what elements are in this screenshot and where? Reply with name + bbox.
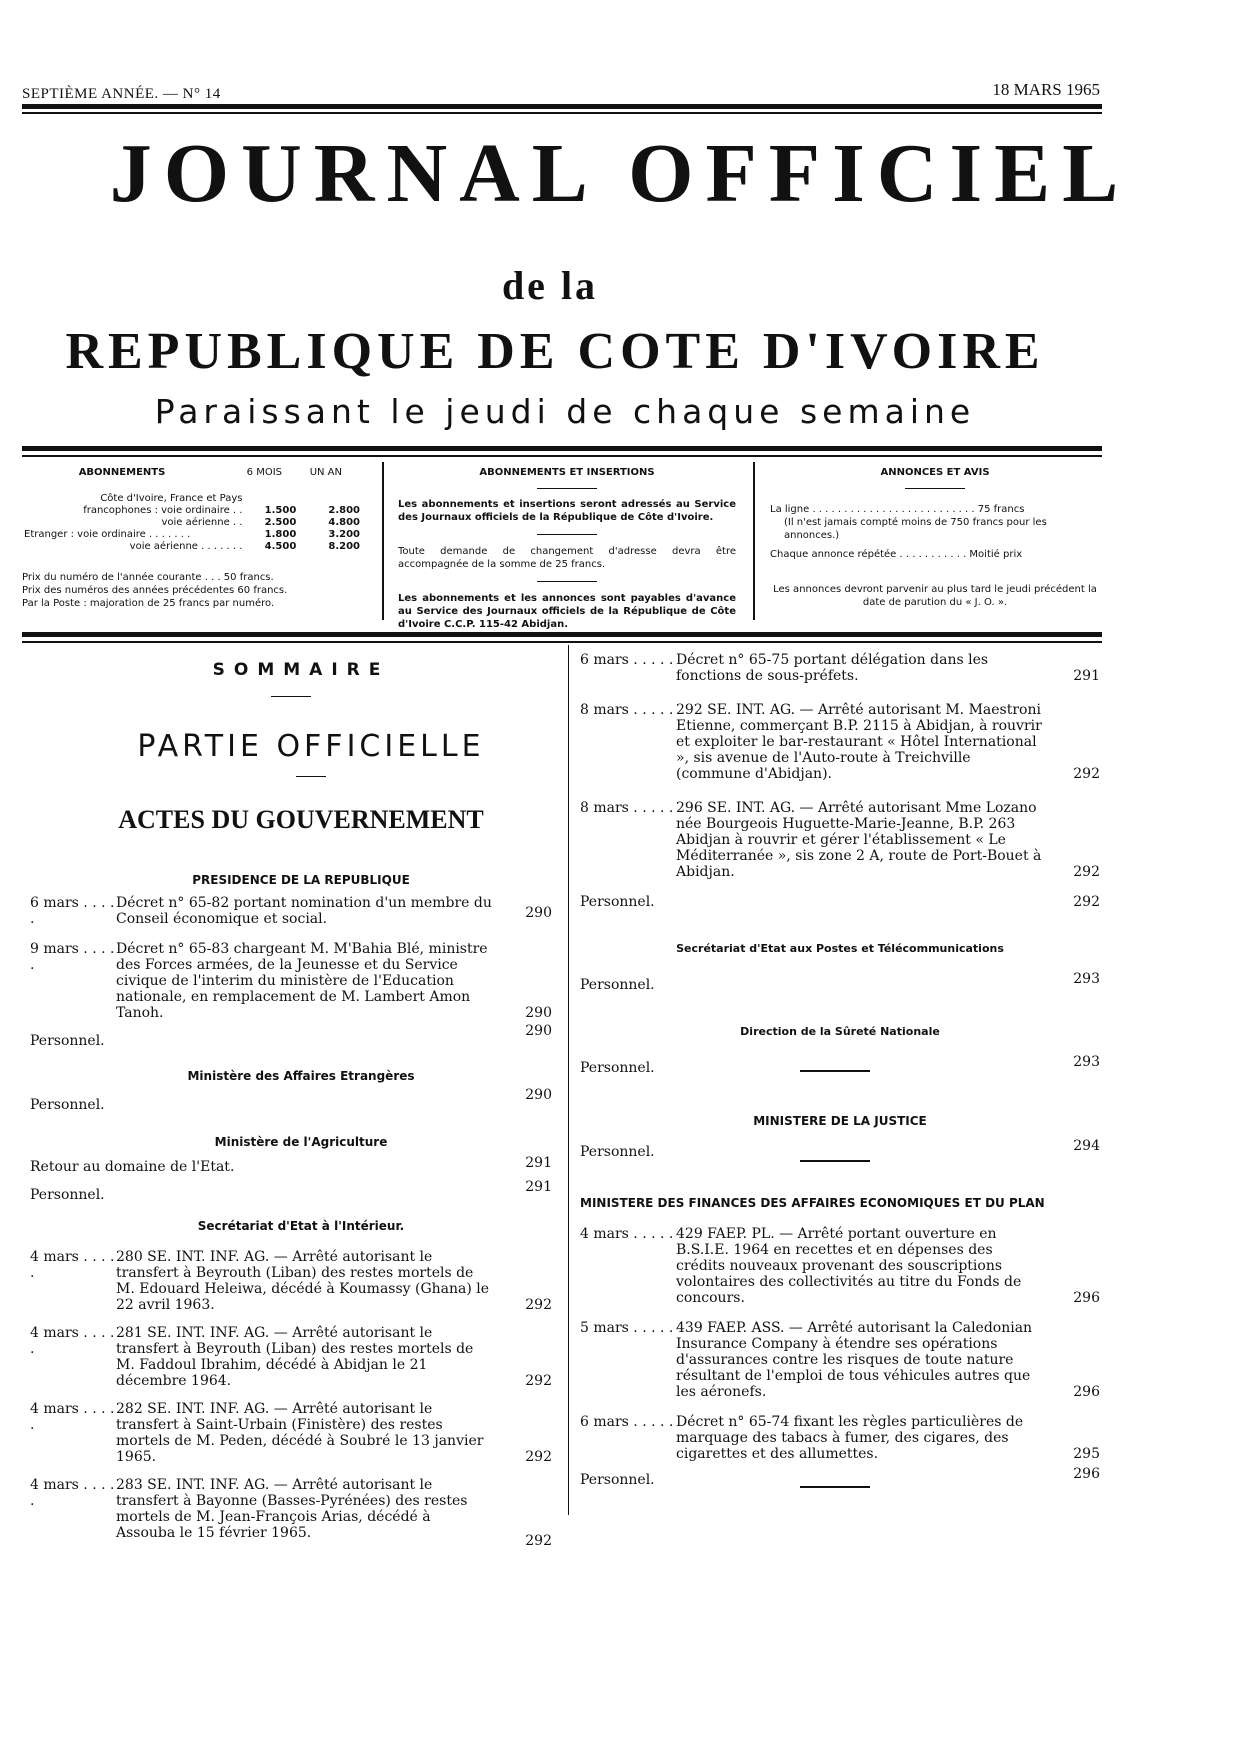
page-number: 295 xyxy=(1073,1446,1100,1462)
page-number: 291 xyxy=(1073,668,1100,684)
entry-text: Personnel. xyxy=(30,1097,105,1113)
page-number: 293 xyxy=(1073,1054,1100,1070)
annonces-repetee: Chaque annonce répétée . . . . . . . . . . . Moitié prix xyxy=(770,549,1023,560)
rate-label: francophones : voie ordinaire . . xyxy=(83,505,243,516)
divider xyxy=(537,488,597,489)
section-finances: MINISTERE DES FINANCES DES AFFAIRES ECONOMIQUES ET DU PLAN xyxy=(580,1196,1045,1210)
sommaire-entry xyxy=(580,1466,1100,1488)
masthead-rule-thin xyxy=(22,455,1102,457)
sommaire-entry xyxy=(580,1226,1100,1306)
entry-text: 429 FAEP. PL. — Arrêté portant ouverture en B.S.I.E. 1964 en recettes et en dépenses des crédits nouveaux provenant des souscriptions volontaires des collectivités au titre du Fonds de concours. xyxy=(676,1226,1022,1306)
page-number: 296 xyxy=(1073,1290,1100,1306)
annonces-box xyxy=(770,466,1100,609)
rate-value: 4.500 xyxy=(264,541,297,552)
rate-value: 4.800 xyxy=(328,517,360,528)
boxes-rule-thin xyxy=(22,641,1102,643)
abonnements-box xyxy=(22,466,362,610)
entry-text: Personnel. xyxy=(580,1472,655,1488)
entry-text: 280 SE. INT. INF. AG. — Arrêté autorisant le transfert à Beyrouth (Liban) des restes mortels de M. Edouard Heleiwa, décédé à Koumassy (Ghana) le 22 avril 1963. xyxy=(116,1249,490,1313)
page-number: 292 xyxy=(525,1449,552,1465)
section-postes: Secrétariat d'Etat aux Postes et Télécommunications xyxy=(676,942,1004,955)
column-divider xyxy=(568,645,569,1515)
page-number: 296 xyxy=(1073,1384,1100,1400)
entry-date: 5 mars . . . . . xyxy=(580,1320,674,1336)
page-number: 290 xyxy=(525,1023,552,1039)
annonces-heading: ANNONCES ET AVIS xyxy=(880,467,990,478)
entry-date: 6 mars . . . . . xyxy=(30,895,115,927)
entry-text: 292 SE. INT. AG. — Arrêté autorisant M. Maestroni Etienne, commerçant B.P. 2115 à Abidjan, à rouvrir et exploiter le bar-restaurant « Hôtel International », sis avenue de l'Auto-route à Treichville (commune d'Abidjan). xyxy=(676,702,1042,782)
entry-text: Personnel. xyxy=(580,894,655,910)
insertions-text-1: Les abonnements et insertions seront adressés au Service des Journaux officiels de la République de Côte d'Ivoire. xyxy=(398,499,736,523)
entry-date: 6 mars . . . . . xyxy=(580,1414,674,1430)
rate-label: Etranger : voie ordinaire . . . . . . . xyxy=(24,529,191,540)
sommaire-entry xyxy=(580,1138,1100,1160)
divider xyxy=(537,534,597,535)
rate-label: Côte d'Ivoire, France et Pays xyxy=(100,493,243,504)
box-divider xyxy=(753,462,755,620)
partie-officielle: PARTIE OFFICIELLE xyxy=(137,729,485,764)
section-affaires-etrangeres: Ministère des Affaires Etrangères xyxy=(187,1069,415,1083)
boxes-rule-thick xyxy=(22,632,1102,637)
sommaire-entry xyxy=(580,702,1100,782)
sommaire-entry xyxy=(580,1054,1100,1076)
header-rule-thin xyxy=(22,112,1102,114)
entry-date: 4 mars . . . . . xyxy=(30,1325,115,1357)
left-column xyxy=(30,660,552,1549)
sommaire-entry xyxy=(30,1155,552,1175)
page-number: 290 xyxy=(525,1087,552,1103)
entry-text: Personnel. xyxy=(30,1033,105,1049)
insertions-heading: ABONNEMENTS ET INSERTIONS xyxy=(479,467,655,478)
rates-table xyxy=(22,493,362,553)
insertions-text-2: Toute demande de changement d'adresse devra être accompagnée de la somme de 25 francs. xyxy=(398,546,736,570)
rate-label: voie aérienne . . xyxy=(161,517,243,528)
page-number: 293 xyxy=(1073,971,1100,987)
divider xyxy=(537,581,597,582)
sommaire-entry xyxy=(30,1477,552,1549)
entry-date: 4 mars . . . . . xyxy=(580,1226,674,1242)
entry-text: 296 SE. INT. AG. — Arrêté autorisant Mme Lozano née Bourgeois Huguette-Marie-Jeanne, B.P. 263 Abidjan à rouvrir et gérer l'établissement « Le Méditerranée », sis zone 2 A, route de Port-Bouet à Abidjan. xyxy=(676,800,1042,880)
masthead-rule-thick xyxy=(22,446,1102,451)
section-justice: MINISTERE DE LA JUSTICE xyxy=(753,1114,927,1128)
sommaire-entry xyxy=(30,941,552,1021)
sommaire-entry xyxy=(580,1320,1100,1400)
annonces-delai: Les annonces devront parvenir au plus tard le jeudi précédent la date de parution du « J. O. ». xyxy=(773,584,1097,608)
divider xyxy=(800,1070,870,1072)
rate-value: 3.200 xyxy=(328,529,360,540)
abonnements-heading: ABONNEMENTS xyxy=(78,467,166,478)
entry-text: Personnel. xyxy=(30,1187,105,1203)
entry-text: Personnel. xyxy=(580,977,655,993)
sommaire-entry xyxy=(580,971,1100,993)
entry-text: Personnel. xyxy=(580,1144,655,1160)
section-presidence: PRESIDENCE DE LA REPUBLIQUE xyxy=(192,873,410,887)
page-number: 292 xyxy=(1073,766,1100,782)
entry-date: 4 mars . . . . . xyxy=(30,1477,115,1509)
col-un-an: UN AN xyxy=(309,467,342,478)
insertions-text-3: Les abonnements et les annonces sont payables d'avance au Service des Journaux officiels de la République de Côte d'Ivoire C.C.P. 115-42 Abidjan. xyxy=(398,593,736,630)
page-number: 291 xyxy=(525,1155,552,1171)
entry-text: Décret n° 65-83 chargeant M. M'Bahia Blé, ministre des Forces armées, de la Jeunesse et du Service civique de l'interim du ministère de l'Education nationale, en remplacement de M. Lambert Amon Tanoh. xyxy=(116,941,488,1021)
page-number: 290 xyxy=(525,1005,552,1021)
sommaire-entry xyxy=(30,1087,552,1113)
page-number: 292 xyxy=(525,1297,552,1313)
page-number: 294 xyxy=(1073,1138,1100,1154)
sommaire-title: SOMMAIRE xyxy=(212,660,390,680)
col-6-mois: 6 MOIS xyxy=(246,467,282,478)
sommaire-entry xyxy=(30,1325,552,1389)
rate-value: 2.800 xyxy=(328,505,360,516)
rate-value: 8.200 xyxy=(328,541,360,552)
annonces-note: (Il n'est jamais compté moins de 750 francs pour les annonces.) xyxy=(784,517,1047,541)
divider xyxy=(800,1486,870,1488)
page-number: 292 xyxy=(525,1373,552,1389)
rate-value: 1.800 xyxy=(264,529,297,540)
sommaire-entry xyxy=(580,894,1100,910)
rate-value: 2.500 xyxy=(264,517,297,528)
section-agriculture: Ministère de l'Agriculture xyxy=(214,1135,388,1149)
sommaire-entry xyxy=(30,1249,552,1313)
rate-value: 1.500 xyxy=(264,505,297,516)
page-number: 291 xyxy=(525,1179,552,1195)
divider xyxy=(800,1160,870,1162)
page-number: 296 xyxy=(1073,1466,1100,1482)
divider xyxy=(296,776,326,777)
masthead-tagline: Paraissant le jeudi de chaque semaine xyxy=(154,392,976,431)
masthead-de-la: de la xyxy=(501,263,599,308)
page-number: 292 xyxy=(1073,894,1100,910)
entry-date: 8 mars . . . . . xyxy=(580,702,674,718)
entry-text: 282 SE. INT. INF. AG. — Arrêté autorisant le transfert à Saint-Urbain (Finistère) des restes mortels de M. Peden, décédé à Soubré le 13 janvier 1965. xyxy=(116,1401,484,1465)
section-interieur: Secrétariat d'Etat à l'Intérieur. xyxy=(197,1219,405,1233)
issue-date: 18 MARS 1965 xyxy=(992,80,1100,99)
page-number: 292 xyxy=(1073,864,1100,880)
price-post: Par la Poste : majoration de 25 francs par numéro. xyxy=(22,598,275,609)
sommaire-entry xyxy=(30,1179,552,1203)
sommaire-entry xyxy=(580,800,1100,880)
box-divider xyxy=(382,462,384,620)
entry-text: 439 FAEP. ASS. — Arrêté autorisant la Caledonian Insurance Company à étendre ses opérations d'assurances contre les risques de toute nature résultant de l'emploi de tous véhicules autres que les aéronefs. xyxy=(676,1320,1033,1400)
masthead-republic: REPUBLIQUE DE COTE D'IVOIRE xyxy=(65,323,1045,380)
right-column xyxy=(580,652,1100,1488)
rate-label: voie aérienne . . . . . . . xyxy=(129,541,243,552)
entry-text: Décret n° 65-75 portant délégation dans les fonctions de sous-préfets. xyxy=(676,652,989,684)
entry-text: Personnel. xyxy=(580,1060,655,1076)
entry-text: 283 SE. INT. INF. AG. — Arrêté autorisant le transfert à Bayonne (Basses-Pyrénées) des restes mortels de M. Jean-François Arias, décédé à Assouba le 15 février 1965. xyxy=(116,1477,468,1541)
entry-text: Décret n° 65-82 portant nomination d'un membre du Conseil économique et social. xyxy=(116,895,492,927)
issue-number: SEPTIÈME ANNÉE. — N° 14 xyxy=(22,86,221,102)
masthead-title: JOURNAL OFFICIEL xyxy=(109,127,1131,220)
sommaire-entry xyxy=(580,652,1100,684)
page-number: 290 xyxy=(525,905,552,921)
entry-text: Retour au domaine de l'Etat. xyxy=(30,1159,235,1175)
divider xyxy=(271,696,311,697)
annonces-ligne: La ligne . . . . . . . . . . . . . . . . . . . . . . . . . . 75 francs xyxy=(770,504,1025,515)
divider xyxy=(905,488,965,489)
section-surete: Direction de la Sûreté Nationale xyxy=(740,1025,940,1038)
price-previous: Prix des numéros des années précédentes 60 francs. xyxy=(22,585,288,596)
entry-text: Décret n° 65-74 fixant les règles particulières de marquage des tabacs à fumer, des cigares, des cigarettes et des allumettes. xyxy=(676,1414,1024,1462)
sommaire-entry xyxy=(30,1401,552,1465)
page-number: 292 xyxy=(525,1533,552,1549)
sommaire-entry xyxy=(30,1023,552,1049)
price-current: Prix du numéro de l'année courante . . . 50 francs. xyxy=(22,572,274,583)
actes-gouvernement: ACTES DU GOUVERNEMENT xyxy=(118,805,484,834)
entry-date: 9 mars . . . . . xyxy=(30,941,115,973)
sommaire-entry xyxy=(30,895,552,927)
insertions-box xyxy=(398,466,736,631)
header-rule-thick xyxy=(22,104,1102,109)
entry-date: 4 mars . . . . . xyxy=(30,1401,115,1433)
sommaire-entry xyxy=(580,1414,1100,1462)
entry-date: 6 mars . . . . . xyxy=(580,652,674,668)
entry-date: 8 mars . . . . . xyxy=(580,800,674,816)
entry-date: 4 mars . . . . . xyxy=(30,1249,115,1281)
entry-text: 281 SE. INT. INF. AG. — Arrêté autorisant le transfert à Beyrouth (Liban) des restes mortels de M. Faddoul Ibrahim, décédé à Abidjan le 21 décembre 1964. xyxy=(116,1325,474,1389)
